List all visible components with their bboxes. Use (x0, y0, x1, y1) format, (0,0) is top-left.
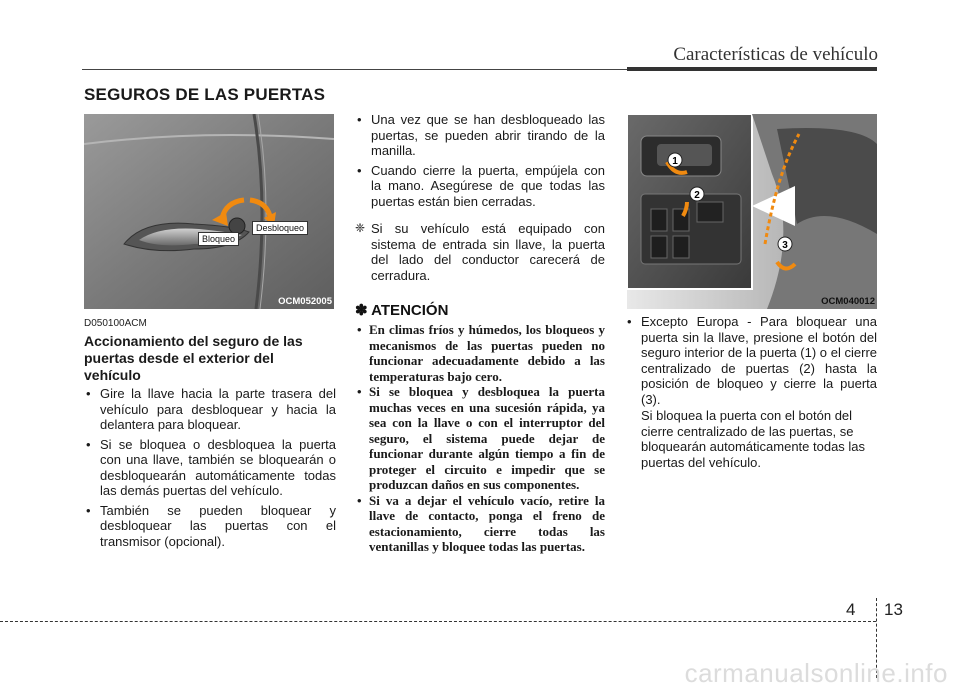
interior-door-illustration (627, 114, 877, 309)
bullet: • (86, 386, 91, 401)
interior-lock-list (625, 314, 877, 411)
keyless-note: ❈ Si su vehículo está equipado con sistema de entrada sin llave, la puerta del lado del conductor carecerá de cerradura. (355, 221, 605, 283)
bullet: • (357, 162, 362, 178)
list-item: • Si se bloquea y desbloquea la puerta muchas veces en una sucesión rápida, ya sea con la llave o con el interruptor del seguro, el sistema puede dejar de funcionar durante algún tiempo a fin de proteger el circuito e impedir que se produzcan daños en sus componentes. (357, 384, 605, 492)
callout-unlock: Desbloqueo (252, 221, 308, 235)
attention-list (355, 322, 605, 555)
figure-interior-door-lock (627, 114, 877, 309)
door-handle-illustration (84, 114, 334, 309)
figure-code: OCM052005 (278, 296, 332, 307)
bullet: • (357, 112, 362, 127)
exterior-lock-list (84, 386, 336, 553)
attention-title: ✽ ATENCIÓN (355, 302, 449, 319)
bullet: • (357, 384, 362, 399)
list-item: • En climas fríos y húmedos, los bloqueos y mecanismos de las puertas pueden no funcionar adecuadamente debido a las temperaturas bajo cero. (357, 322, 605, 384)
watermark: carmanualsonline.info (684, 658, 948, 688)
list-item: • Gire la llave hacia la parte trasera del vehículo para desbloquear y hacia la delantera para bloquear. (86, 386, 336, 432)
list-item: • Si se bloquea o desbloquea la puerta con una llave, también se bloquearán o desbloquearán automáticamente todas las demás puertas del vehículo. (86, 436, 336, 498)
list-item: • Excepto Europa - Para bloquear una puerta sin la llave, presione el botón del seguro interior de la puerta (1) o el cierre centralizado de puertas (2) hasta la posición de bloqueo y cierre la puerta (3). (627, 314, 877, 407)
footer-rule (0, 621, 876, 622)
list-item: • También se pueden bloquear y desbloquear las puertas con el transmisor (opcional). (86, 502, 336, 549)
header-rule-accent (627, 67, 877, 71)
figure-code: OCM040012 (821, 296, 875, 307)
door-usage-list (355, 112, 605, 213)
callout-2: 2 (694, 190, 700, 201)
callout-1: 1 (672, 156, 678, 167)
bullet: • (627, 314, 632, 329)
callout-3: 3 (782, 240, 788, 251)
list-item: • Una vez que se han desbloqueado las puertas, se pueden abrir tirando de la manilla. (357, 112, 605, 158)
central-lock-paragraph: Si bloquea la puerta con el botón del cierre centralizado de las puertas, se bloquearán automáticamente todas las puertas del vehículo. (641, 408, 866, 470)
chapter-number: 4 (846, 600, 856, 619)
bullet: • (86, 502, 91, 518)
subheading: Accionamiento del seguro de las puertas desde el exterior del vehículo (84, 333, 303, 383)
note-mark-icon: ❈ (355, 221, 366, 235)
bullet: • (357, 492, 362, 508)
list-item: • Si va a dejar el vehículo vacío, retire la llave de contacto, ponga el freno de estacionamiento, cierre todas las ventanillas y bloquee todas las puertas. (357, 492, 605, 554)
header-title: Características de vehículo (673, 44, 878, 65)
document-code: D050100ACM (84, 318, 147, 329)
bullet: • (357, 322, 362, 337)
figure-exterior-door-lock (84, 114, 334, 309)
bullet: • (86, 436, 91, 452)
page-number: 13 (884, 600, 903, 619)
section-title: SEGUROS DE LAS PUERTAS (84, 85, 326, 104)
callout-lock: Bloqueo (198, 232, 239, 246)
list-item: • Cuando cierre la puerta, empújela con la mano. Asegúrese de que todas las puertas están bien cerradas. (357, 162, 605, 209)
